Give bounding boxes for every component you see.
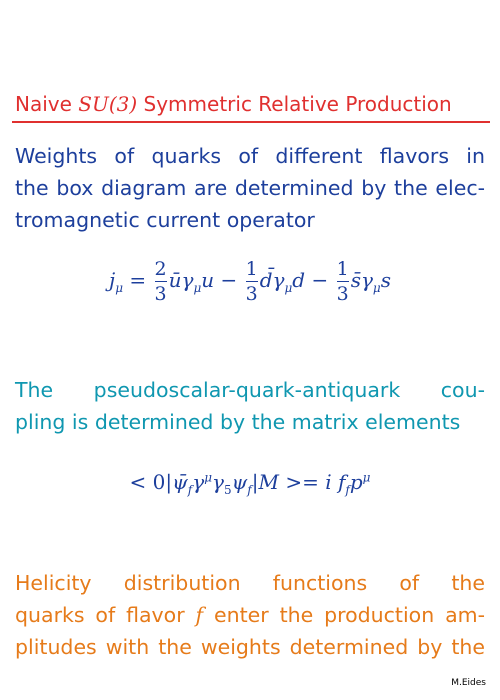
- p2-line1: The pseudoscalar-quark-antiquark cou-: [15, 378, 485, 402]
- p1-line2: the box diagram are determined by the elec-: [15, 176, 485, 200]
- paragraph-helicity: [15, 567, 485, 663]
- author-footer: M.Eides: [451, 678, 486, 688]
- p3-line2: [15, 599, 485, 631]
- title-prefix: Naive: [15, 92, 79, 116]
- slide-title: [15, 92, 490, 116]
- paragraph-pseudoscalar-coupling: [15, 374, 485, 438]
- matrix-element-equation: < $0|\psī_f\gamma^\mu\gamma_5\psi_f|M >= i$ $f_fp^\mu$: [129, 470, 371, 497]
- p3-line2-f: f: [195, 603, 204, 627]
- p3-line2-b: enter the production am-: [203, 603, 486, 627]
- p2-line2: pling is determined by the matrix elements: [15, 410, 461, 434]
- current-operator-equation: $j_\mu$ = $\frac{2}{3}$ $ū\gamma_\mu u$ − $\frac{1}{3}$ $d̄\gamma_\mu d$ − $\frac{1}{3}$ $s̄\gamma_\mu s$: [109, 258, 391, 305]
- title-suffix: Symmetric Relative Production: [137, 92, 452, 116]
- p1-line1: Weights of quarks of different flavors in: [15, 144, 485, 168]
- p3-line2-a: quarks of flavor: [15, 603, 196, 627]
- p3-line1: Helicity distribution functions of the: [15, 571, 485, 595]
- paragraph-quark-weights: [15, 140, 485, 236]
- title-math: SU(3): [78, 92, 138, 116]
- title-underline: [12, 121, 490, 123]
- p1-line3: tromagnetic current operator: [15, 208, 315, 232]
- p3-line3: plitudes with the weights determined by the: [15, 635, 485, 659]
